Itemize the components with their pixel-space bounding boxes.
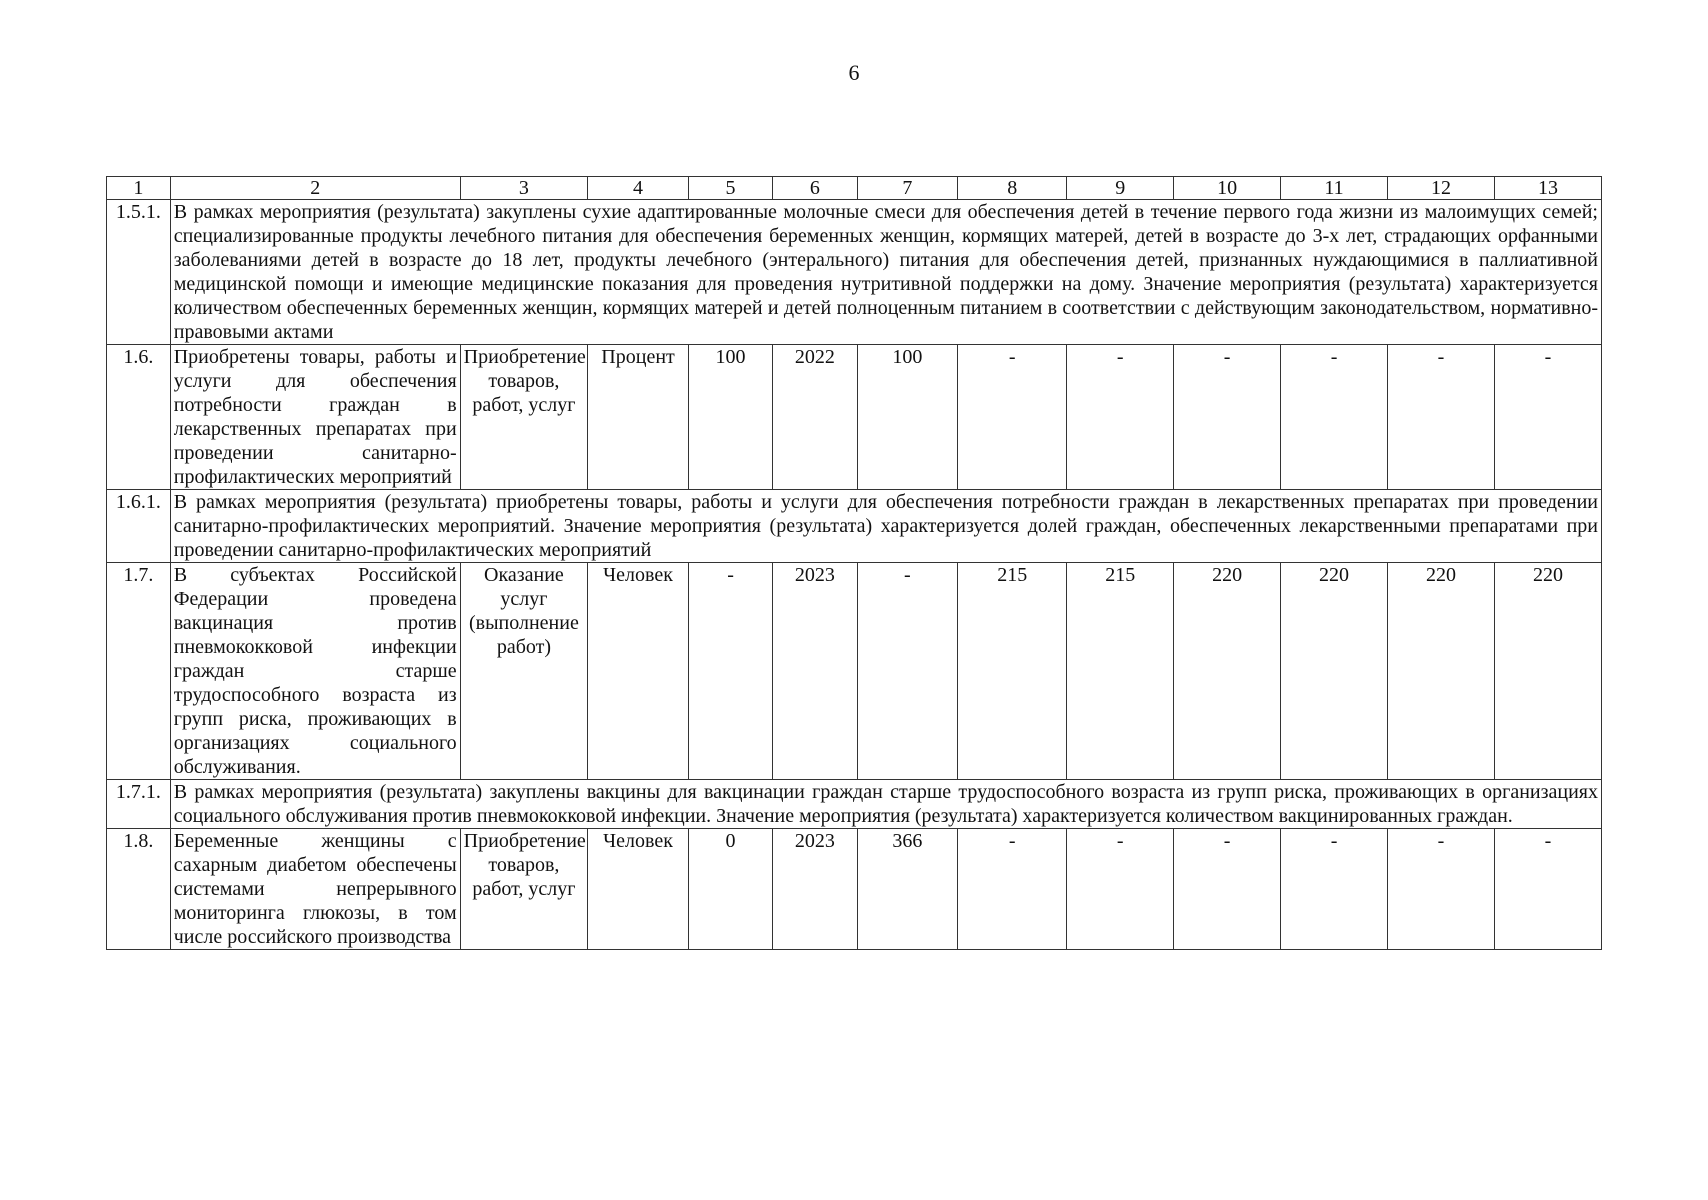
- row-cell: -: [1388, 345, 1495, 490]
- row-number: 1.7.: [107, 563, 171, 780]
- row-cell: -: [1494, 829, 1601, 950]
- column-header: 9: [1067, 177, 1174, 200]
- row-name: Приобретены товары, работы и услуги для обеспечения потребности граждан в лекарственных препаратах при проведении санитарно-профилактических мероприятий: [170, 345, 460, 490]
- column-header: 1: [107, 177, 171, 200]
- table-row-description: [107, 200, 1602, 345]
- row-name: В субъектах Российской Федерации проведена вакцинация против пневмококковой инфекции граждан старше трудоспособного возраста из групп риска, проживающих в организациях социального обслуживания.: [170, 563, 460, 780]
- table-row-description: [107, 490, 1602, 563]
- column-header: 5: [688, 177, 772, 200]
- row-cell: -: [1388, 829, 1495, 950]
- row-kind: Приобретение товаров, работ, услуг: [460, 345, 587, 490]
- row-cell: 100: [688, 345, 772, 490]
- column-header: 13: [1494, 177, 1601, 200]
- row-cell: -: [1281, 829, 1388, 950]
- row-description: В рамках мероприятия (результата) приобретены товары, работы и услуги для обеспечения потребности граждан в лекарственных препаратах при проведении санитарно-профилактических мероприятий. Значение мероприятия (результата) характеризуется долей граждан, обеспеченных лекарственными препаратами при проведении санитарно-профилактических мероприятий: [170, 490, 1601, 563]
- row-cell: -: [1174, 829, 1281, 950]
- column-header: 3: [460, 177, 587, 200]
- row-unit: Человек: [588, 829, 689, 950]
- row-cell: 215: [958, 563, 1067, 780]
- column-header: 6: [773, 177, 857, 200]
- row-cell: 2023: [773, 563, 857, 780]
- row-description: В рамках мероприятия (результата) закуплены вакцины для вакцинации граждан старше трудоспособного возраста из групп риска, проживающих в организациях социального обслуживания против пневмококковой инфекции. Значение мероприятия (результата) характеризуется количеством вакцинированных граждан.: [170, 780, 1601, 829]
- table-row-description: [107, 780, 1602, 829]
- row-cell: -: [1494, 345, 1601, 490]
- row-description: В рамках мероприятия (результата) закуплены сухие адаптированные молочные смеси для обеспечения детей в течение первого года жизни из малоимущих семей; специализированные продукты лечебного питания для обеспечения беременных женщин, кормящих матерей, детей в возрасте до 3-х лет, страдающих орфанными заболеваниями детей в возрасте до 18 лет, продукты лечебного (энтерального) питания для обеспечения детей, признанных нуждающимися в паллиативной медицинской помощи и имеющие медицинские показания для проведения нутритивной поддержки на дому. Значение мероприятия (результата) характеризуется количеством обеспеченных беременных женщин, кормящих матерей и детей полноценным питанием в соответствии с действующим законодательством, нормативно-правовыми актами: [170, 200, 1601, 345]
- table-row: [107, 829, 1602, 950]
- page-number: 6: [848, 60, 860, 85]
- indicators-table: [106, 176, 1602, 950]
- row-cell: 215: [1067, 563, 1174, 780]
- row-number: 1.6.: [107, 345, 171, 490]
- row-number: 1.7.1.: [107, 780, 171, 829]
- table-row: [107, 345, 1602, 490]
- row-cell: 2023: [773, 829, 857, 950]
- column-header: 2: [170, 177, 460, 200]
- row-number: 1.8.: [107, 829, 171, 950]
- row-cell: -: [1067, 345, 1174, 490]
- table-row: [107, 563, 1602, 780]
- row-cell: -: [958, 345, 1067, 490]
- row-cell: 220: [1281, 563, 1388, 780]
- row-cell: 0: [688, 829, 772, 950]
- column-header: 12: [1388, 177, 1495, 200]
- column-header: 11: [1281, 177, 1388, 200]
- column-header: 10: [1174, 177, 1281, 200]
- row-cell: 220: [1174, 563, 1281, 780]
- row-unit: Человек: [588, 563, 689, 780]
- row-cell: -: [1281, 345, 1388, 490]
- row-unit: Процент: [588, 345, 689, 490]
- row-number: 1.5.1.: [107, 200, 171, 345]
- table-header-row: [107, 177, 1602, 200]
- row-kind: Приобретение товаров, работ, услуг: [460, 829, 587, 950]
- column-header: 8: [958, 177, 1067, 200]
- row-cell: 220: [1388, 563, 1495, 780]
- row-cell: -: [857, 563, 958, 780]
- column-header: 4: [588, 177, 689, 200]
- row-cell: -: [688, 563, 772, 780]
- row-cell: 2022: [773, 345, 857, 490]
- column-header: 7: [857, 177, 958, 200]
- row-cell: 100: [857, 345, 958, 490]
- row-kind: Оказание услуг (выполнение работ): [460, 563, 587, 780]
- row-name: Беременные женщины с сахарным диабетом обеспечены системами непрерывного мониторинга глюкозы, в том числе российского производства: [170, 829, 460, 950]
- row-number: 1.6.1.: [107, 490, 171, 563]
- row-cell: -: [958, 829, 1067, 950]
- row-cell: -: [1174, 345, 1281, 490]
- row-cell: 366: [857, 829, 958, 950]
- row-cell: -: [1067, 829, 1174, 950]
- row-cell: 220: [1494, 563, 1601, 780]
